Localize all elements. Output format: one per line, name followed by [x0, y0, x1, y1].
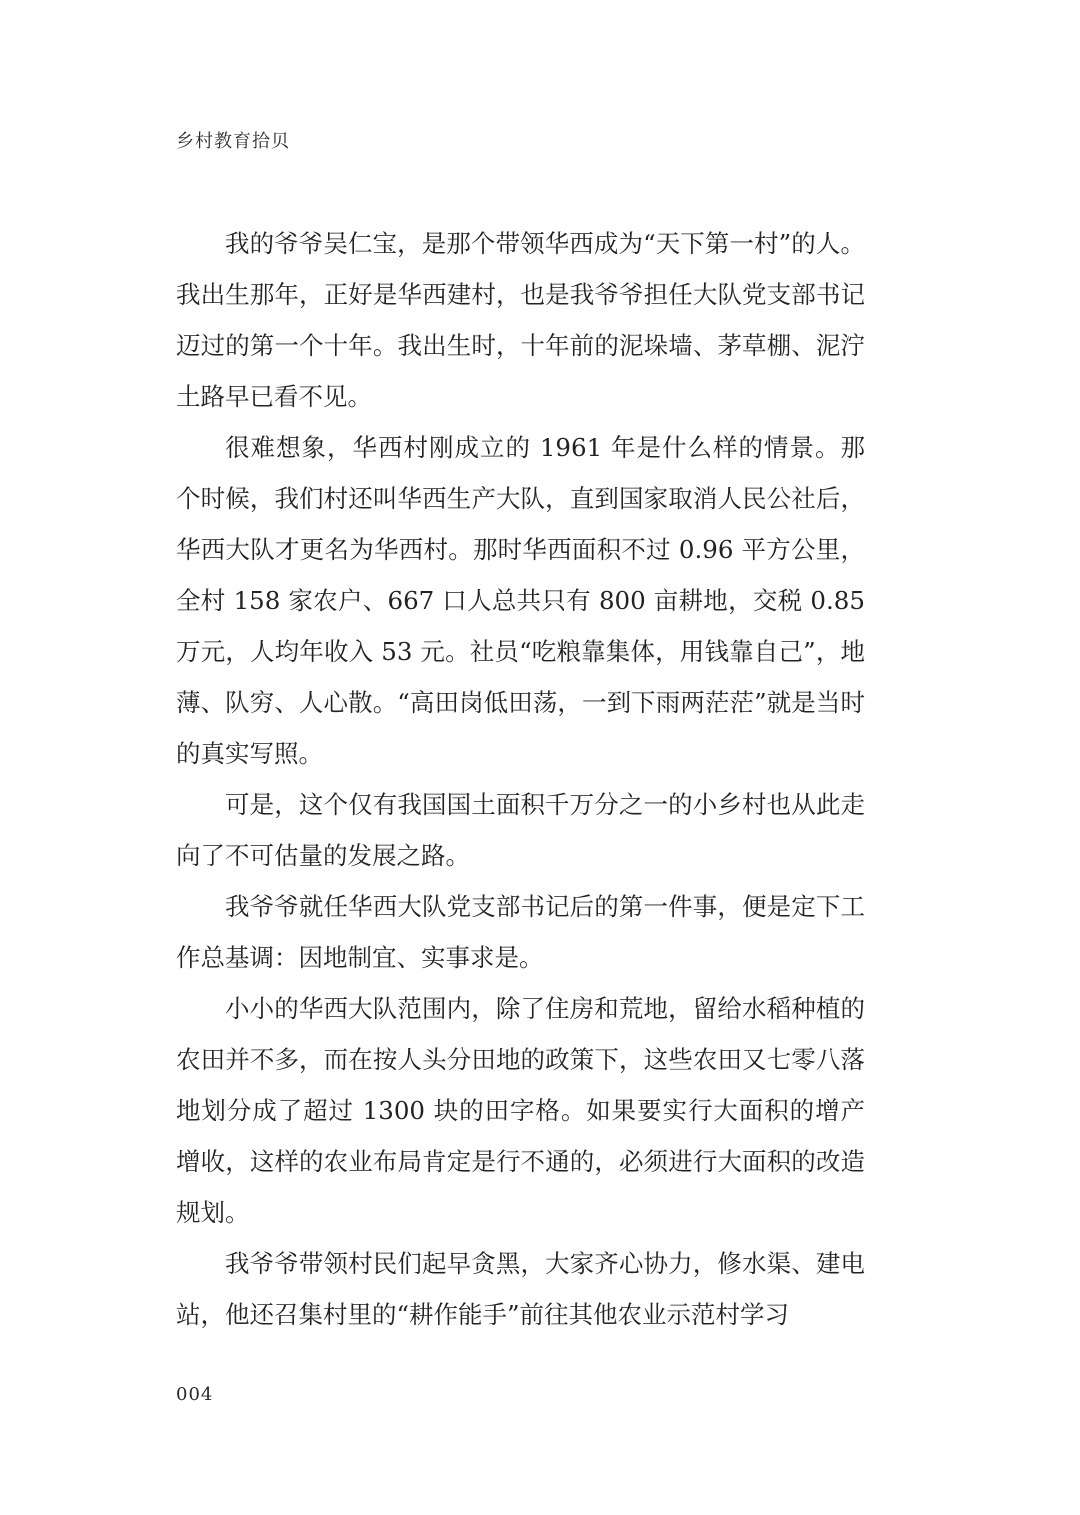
body-text — [176, 218, 865, 1340]
paragraph: 小小的华西大队范围内，除了住房和荒地，留给水稻种植的农田并不多，而在按人头分田地的政策下，这些农田又七零八落地划分成了超过 1300 块的田字格。如果要实行大面积的增产增收，这样的农业布局肯定是行不通的，必须进行大面积的改造规划。 — [176, 994, 865, 1227]
paragraph: 我爷爷带领村民们起早贪黑，大家齐心协力，修水渠、建电站，他还召集村里的“耕作能手”前往其他农业示范村学习 — [176, 1249, 865, 1329]
page-number: 004 — [176, 1384, 214, 1405]
paragraph: 可是，这个仅有我国国土面积千万分之一的小乡村也从此走向了不可估量的发展之路。 — [176, 790, 865, 870]
running-title: 乡村教育拾贝 — [176, 131, 290, 152]
paragraph: 我爷爷就任华西大队党支部书记后的第一件事，便是定下工作总基调：因地制宜、实事求是。 — [176, 892, 865, 972]
paragraph: 很难想象，华西村刚成立的 1961 年是什么样的情景。那个时候，我们村还叫华西生产大队，直到国家取消人民公社后，华西大队才更名为华西村。那时华西面积不过 0.96 平方公里，全村 158 家农户、667 口人总共只有 800 亩耕地，交税 0.85 万元，人均年收入 53 元。社员“吃粮靠集体，用钱靠自己”，地薄、队穷、人心散。“高田岗低田荡，一到下雨两茫茫”就是当时的真实写照。 — [176, 433, 865, 768]
paragraph: 我的爷爷吴仁宝，是那个带领华西成为“天下第一村”的人。我出生那年，正好是华西建村，也是我爷爷担任大队党支部书记迈过的第一个十年。我出生时，十年前的泥垛墙、茅草棚、泥泞土路早已看不见。 — [176, 229, 865, 411]
